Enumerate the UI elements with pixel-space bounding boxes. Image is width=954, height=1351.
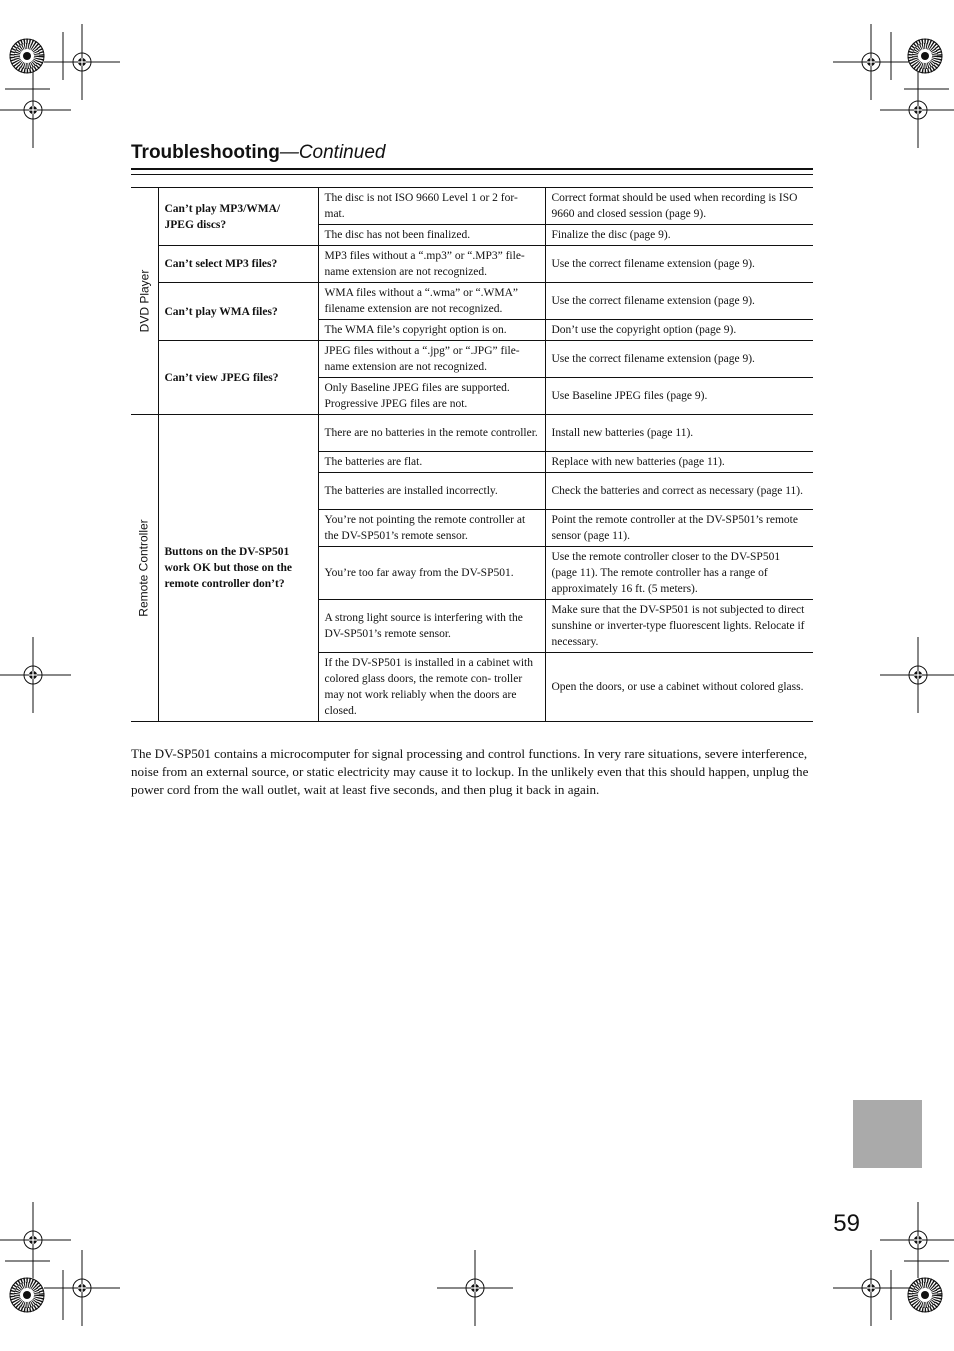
starburst-mark-icon xyxy=(10,39,44,73)
cause-cell: The disc has not been finalized. xyxy=(318,225,545,246)
cause-cell: You’re not pointing the remote controller at the DV-SP501’s remote sensor. xyxy=(318,510,545,547)
crosshair-mark-icon xyxy=(880,72,954,148)
crosshair-mark-icon xyxy=(44,1250,120,1326)
cause-cell: The batteries are flat. xyxy=(318,452,545,473)
crosshair-mark-icon xyxy=(833,1250,909,1326)
cause-cell: If the DV-SP501 is installed in a cabinet with colored glass doors, the remote con- troller may not work reliably when the doors are closed. xyxy=(318,653,545,722)
remedy-cell: Replace with new batteries (page 11). xyxy=(545,452,813,473)
cause-cell: You’re too far away from the DV-SP501. xyxy=(318,547,545,600)
remedy-cell: Use Baseline JPEG files (page 9). xyxy=(545,378,813,415)
remedy-cell: Don’t use the copyright option (page 9). xyxy=(545,320,813,341)
remedy-cell: Use the remote controller closer to the DV-SP501 (page 11). The remote controller has a range of approximately 16 ft. (5 meters). xyxy=(545,547,813,600)
starburst-mark-icon xyxy=(908,1278,942,1312)
remedy-cell: Check the batteries and correct as necessary (page 11). xyxy=(545,473,813,510)
title-text: Troubleshooting xyxy=(131,142,280,163)
problem-cell: Can’t select MP3 files? xyxy=(158,246,318,283)
section-label: DVD Player xyxy=(137,269,151,333)
cause-cell: Only Baseline JPEG files are supported. Progressive JPEG files are not. xyxy=(318,378,545,415)
problem-cell: Can’t play WMA files? xyxy=(158,283,318,341)
cause-cell: The WMA file’s copyright option is on. xyxy=(318,320,545,341)
page-number: 59 xyxy=(833,1210,860,1237)
remedy-cell: Finalize the disc (page 9). xyxy=(545,225,813,246)
remedy-cell: Make sure that the DV-SP501 is not subjected to direct sunshine or inverter-type fluorescent lights. Relocate if necessary. xyxy=(545,600,813,653)
starburst-mark-icon xyxy=(908,39,942,73)
starburst-mark-icon xyxy=(10,1278,44,1312)
crosshair-mark-icon xyxy=(0,72,71,148)
crosshair-mark-icon xyxy=(833,24,909,100)
section-label: Remote Controller xyxy=(137,519,151,617)
crosshair-mark-icon xyxy=(880,1202,954,1278)
remedy-cell: Use the correct filename extension (page 9). xyxy=(545,283,813,320)
remedy-cell: Use the correct filename extension (page 9). xyxy=(545,246,813,283)
remedy-cell: Open the doors, or use a cabinet without colored glass. xyxy=(545,653,813,722)
problem-cell: Can’t view JPEG files? xyxy=(158,341,318,415)
cause-cell: JPEG files without a “.jpg” or “.JPG” file- name extension are not recognized. xyxy=(318,341,545,378)
crosshair-mark-icon xyxy=(44,24,120,100)
remedy-cell: Use the correct filename extension (page 9). xyxy=(545,341,813,378)
cause-cell: The batteries are installed incorrectly. xyxy=(318,473,545,510)
crosshair-mark-icon xyxy=(880,637,954,713)
cause-cell: MP3 files without a “.mp3” or “.MP3” file- name extension are not recognized. xyxy=(318,246,545,283)
cause-cell: There are no batteries in the remote controller. xyxy=(318,415,545,452)
lockup-note: The DV-SP501 contains a microcomputer for signal processing and control functions. In very rare situations, severe interference, noise from an external source, or static electricity may cause it to lockup. In the unlikely even that this should happen, unplug the power cord from the wall outlet, wait at least five seconds, and then plug it back in again. xyxy=(131,746,809,797)
cause-cell: WMA files without a “.wma” or “.WMA” filename extension are not recognized. xyxy=(318,283,545,320)
cause-cell: The disc is not ISO 9660 Level 1 or 2 for- mat. xyxy=(318,188,545,225)
crosshair-mark-icon xyxy=(0,637,71,713)
remedy-cell: Point the remote controller at the DV-SP501’s remote sensor (page 11). xyxy=(545,510,813,547)
problem-cell: Can’t play MP3/WMA/ JPEG discs? xyxy=(158,188,318,246)
title-continued: —Continued xyxy=(279,142,386,163)
crosshair-mark-icon xyxy=(0,1202,71,1278)
crosshair-mark-icon xyxy=(437,1250,513,1326)
remedy-cell: Correct format should be used when recording is ISO 9660 and closed session (page 9). xyxy=(545,188,813,225)
cause-cell: A strong light source is interfering with the DV-SP501’s remote sensor. xyxy=(318,600,545,653)
remedy-cell: Install new batteries (page 11). xyxy=(545,415,813,452)
problem-cell: Buttons on the DV-SP501 work OK but those on the remote controller don’t? xyxy=(158,415,318,722)
